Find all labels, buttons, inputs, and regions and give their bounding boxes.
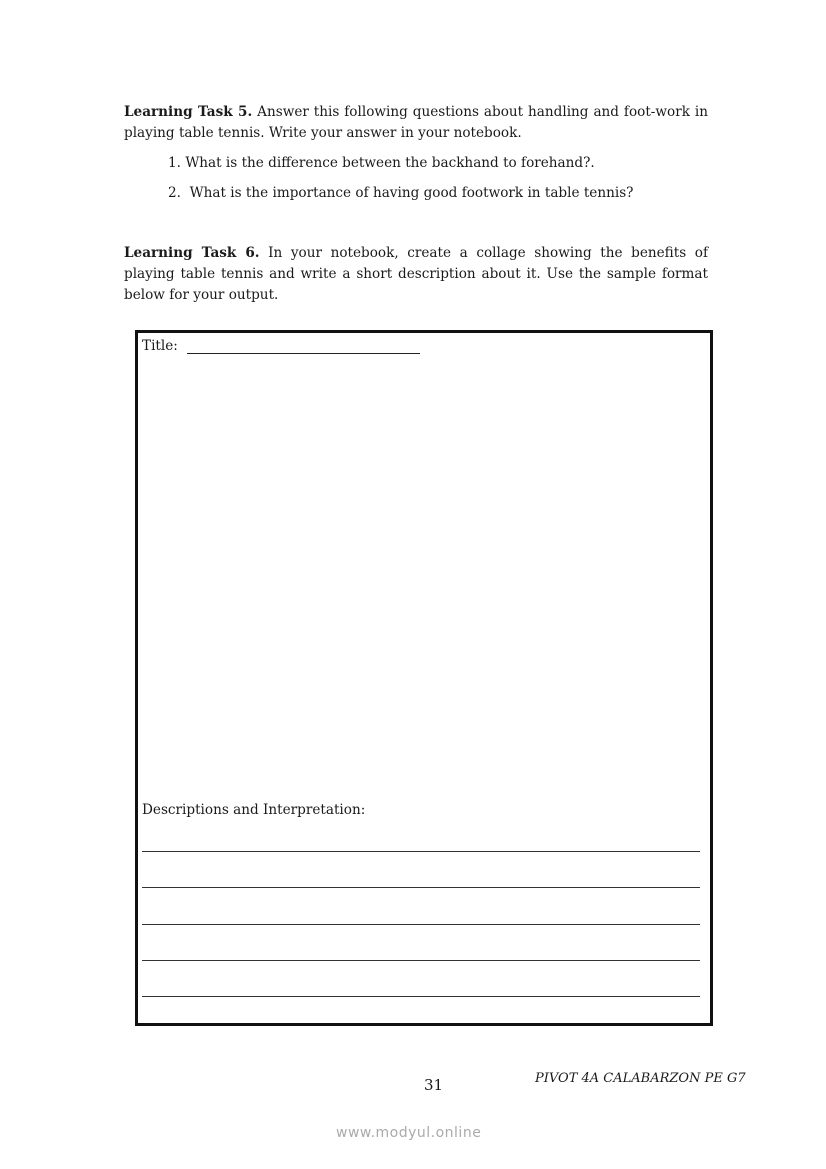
task5-heading: Learning Task 5.	[124, 104, 253, 120]
answer-line	[142, 924, 700, 925]
series-title: PIVOT 4A CALABARZON PE G7	[535, 1071, 746, 1086]
learning-task-5	[124, 102, 708, 144]
question-text: What is the difference between the backhand to forehand?.	[185, 155, 595, 171]
title-label: Title:	[142, 338, 178, 354]
task5-instructions: Answer this following questions about handling and foot-work in playing table tennis. Write your answer in your notebook.	[124, 104, 708, 141]
description-label: Descriptions and Interpretation:	[142, 802, 366, 818]
title-blank-line	[187, 353, 420, 354]
question-2	[168, 185, 633, 201]
learning-task-6	[124, 243, 708, 306]
question-1	[168, 155, 595, 171]
question-number: 1.	[168, 155, 181, 171]
task6-heading: Learning Task 6.	[124, 245, 260, 261]
question-text: What is the importance of having good footwork in table tennis?	[189, 185, 634, 201]
question-number: 2.	[168, 185, 181, 201]
page-number: 31	[424, 1076, 444, 1094]
answer-line	[142, 851, 700, 852]
collage-template-box	[135, 330, 713, 1026]
answer-line	[142, 996, 700, 997]
watermark: www.modyul.online	[336, 1125, 482, 1141]
task6-instructions: In your notebook, create a collage showing the benefits of playing table tennis and write a short description about it. Use the sample format below for your output.	[124, 245, 708, 303]
answer-line	[142, 887, 700, 888]
answer-line	[142, 960, 700, 961]
